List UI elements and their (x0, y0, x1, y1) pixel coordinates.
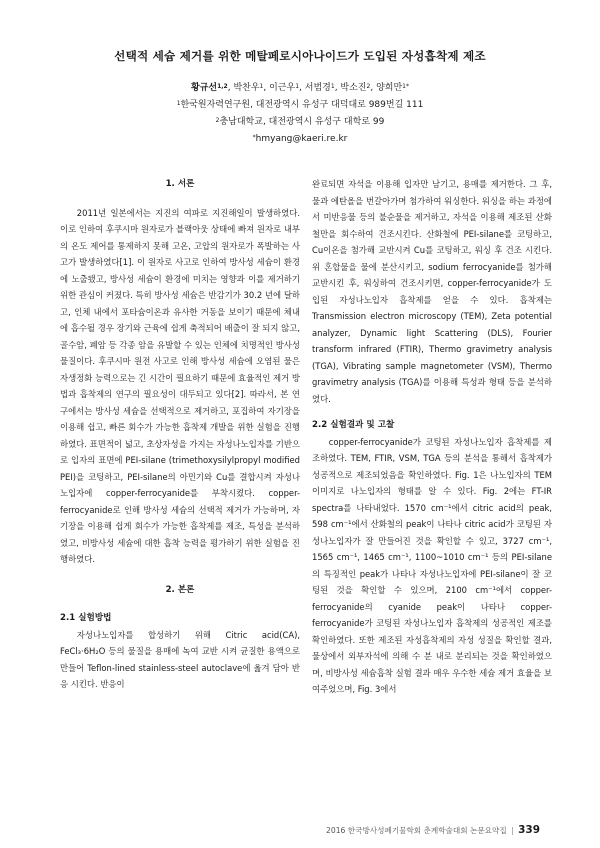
author-name: 서범경$^1$ (304, 83, 335, 93)
author-block (40, 80, 560, 148)
author-name: 양희만$^{1*}$ (376, 83, 409, 93)
subsection-heading-results: 2.2 실험결과 및 고찰 (312, 420, 395, 430)
author-list: 황규선$^{1,2}$, 박찬우$^1$, 이근우$^1$, 서범경$^1$, 박소진$^2$, 양희만$^{1*}$ (190, 83, 409, 93)
paragraph-results: copper-ferrocyanide가 코팅된 자성나노입자 흡착제를 제조하였다. TEM, FTIR, VSM, TGA 등의 분석을 통해서 흡착제가 성공적으로 제조되었음을 확인하였다. Fig. 1은 나노입자의 TEM이미지로 나노입자의 형태를 알 수 있다. Fig. 2에는 FT-IR spectra를 나타내었다. 1570 cm⁻¹에서 citric acid의 peak, 598 cm⁻¹에서 산화철의 peak이 나타나 citric acid가 코팅된 자성나노입자가 잘 만들어진 것을 확인할 수 있고, 3727 cm⁻¹, 1565 cm⁻¹, 1465 cm⁻¹, 1100~1010 cm⁻¹ 등의 PEI-silane의 특징적인 peak가 나타나 자성나노입자에 PEI-silane이 잘 코팅된 것을 확인할 수 있으며, 2100 cm⁻¹에서 copper-ferrocyanide의 cyanide peak이 나타나 copper-ferrocyanide가 코팅된 자성나노입자 흡착제의 성공적인 제조를 확인하였다. 또한 제조된 자성흡착제의 자성 성질을 확인할 결과, 물상에서 외부자석에 의해 수 분 내로 분리되는 것을 확인하였으며, 비방사성 세슘흡착 실험 결과 매우 우수한 세슘 제거 효율을 보여주었으며, Fig. 3에서 (312, 436, 552, 694)
author-name: 황규선$^{1,2}$ (190, 83, 228, 93)
page-number: 339 (518, 824, 540, 836)
paragraph-methods: 자성나노입자를 합성하기 위해 Citric acid(CA), FeCl₃·6H₂O 등의 물질을 용매에 녹여 교반 시켜 균질한 용액으로 만들어 Teflon-lined stainless-steel autoclave에 옮겨 담아 반응 시킨다. 반응이 (60, 629, 300, 689)
section-heading-introduction: 1. 서론 (165, 179, 195, 189)
paper-title: 선택적 세슘 제거를 위한 메탈페로시아나이드가 도입된 자성흡착제 제조 (114, 49, 486, 63)
corresponding-email[interactable]: *hmyang@kaeri.re.kr (252, 134, 348, 144)
paragraph-introduction: 2011년 일본에서는 지진의 여파로 지진해일이 발생하였다. 이로 인하여 후쿠시마 원자로가 블랙아웃 상태에 빠져 원자로 내부의 온도 제어를 통제하지 못해 고온, 고압의 원자로가 폭발하는 사고가 발생하였다[1]. 이 원자로 사고로 인하여 방사성 세슘이 환경에 노출됐고, 방사성 세슘이 환경에 미치는 영향과 이를 제거하기 위한 관심이 커졌다. 특히 방사성 세슘은 반감기가 30.2 년에 달하고, 인체 내에서 포타슘이온과 유사한 거동을 보이기 때문에 체내에 흡수될 경우 장기와 근육에 쉽게 축적되어 배출이 잘 되지 않고, 골수암, 폐암 등 각종 암을 유발할 수 있는 인체에 치명적인 방사성 물질이다. 후쿠시마 원전 사고로 인해 방사성 세슘에 오염된 물은 자생정화 능력으로는 긴 시간이 필요하기 때문에 효율적인 제거 방법과 흡착제의 연구의 필요성이 대두되고 있다[2]. 따라서, 본 연구에서는 방사성 세슘을 선택적으로 제거하고, 포집하여 자기장을 이용해 쉽고, 빠른 회수가 가능한 흡착제 개발을 위한 실험을 진행하였다. 표면적이 넓고, 초상자성을 가지는 자성나노입자를 기반으로 입자의 표면에 PEI-silane (trimethoxysilylpropyl modified PEI)을 코팅하고, PEI-silane의 아민기와 Cu를 결합시켜 자성나노입자에 copper-ferrocyanide를 부착시켰다. copper-ferrocyanide로 인해 방사성 세슘의 선택적 제거가 가능하며, 자기장을 이용해 쉽게 회수가 가능한 흡착제를 제조, 특성을 분석하였고, 비방사성 세슘에 대한 흡착 능력을 평가하기 위한 실험을 진행하였다. (60, 207, 300, 564)
footer-separator: | (511, 826, 514, 835)
section-heading-body: 2. 본론 (165, 584, 195, 595)
left-column (60, 176, 300, 693)
right-column (312, 176, 552, 698)
subsection-heading-methods: 2.1 실험방법 (60, 613, 112, 623)
author-name: 박찬우$^1$ (233, 83, 264, 93)
conference-name: 2016 한국방사성폐기물학회 춘계학술대회 논문요약집 (326, 826, 507, 835)
affiliation: $^1$한국원자력연구원, 대전광역시 유성구 대덕대로 989번길 111 (176, 100, 424, 110)
affiliation: $^2$충남대학교, 대전광역시 유성구 대학로 99 (215, 117, 385, 127)
author-name: 박소진$^2$ (340, 83, 371, 93)
author-name: 이근우$^1$ (269, 83, 300, 93)
page-footer (300, 824, 540, 836)
paragraph-methods-continued: 완료되면 자석을 이용해 입자만 남기고, 용매를 제거한다. 그 후, 물과 에탄올을 번갈아가며 첨가하여 워싱한다. 워싱을 하는 과정에서 미반응물 등의 불순물을 제거하고, 자석을 이용해 제조된 산화철만을 회수하여 건조시킨다. 산화철에 PEI-silane를 코팅하고, Cu이온을 첨가해 교반시켜 Cu를 코팅하고, 워싱 후 건조 시킨다. 위 혼합물을 물에 분산시키고, sodium ferrocyanide를 첨가해 교반시킨 후, 워싱하여 건조시키면, copper-ferrocyanide가 도입된 자성나노입자 흡착제를 얻을 수 있다. 흡착제는 Transmission electron microscopy (TEM), Zeta potential analyzer, Dynamic light Scattering (DLS), Fourier transform infrared (FTIR), Thermo gravimetry analysis (TGA), Vibrating sample magnetometer (VSM), Thermo gravimetry analysis (TGA)를 이용해 특성과 형태 등을 분석하였다. (312, 179, 552, 404)
